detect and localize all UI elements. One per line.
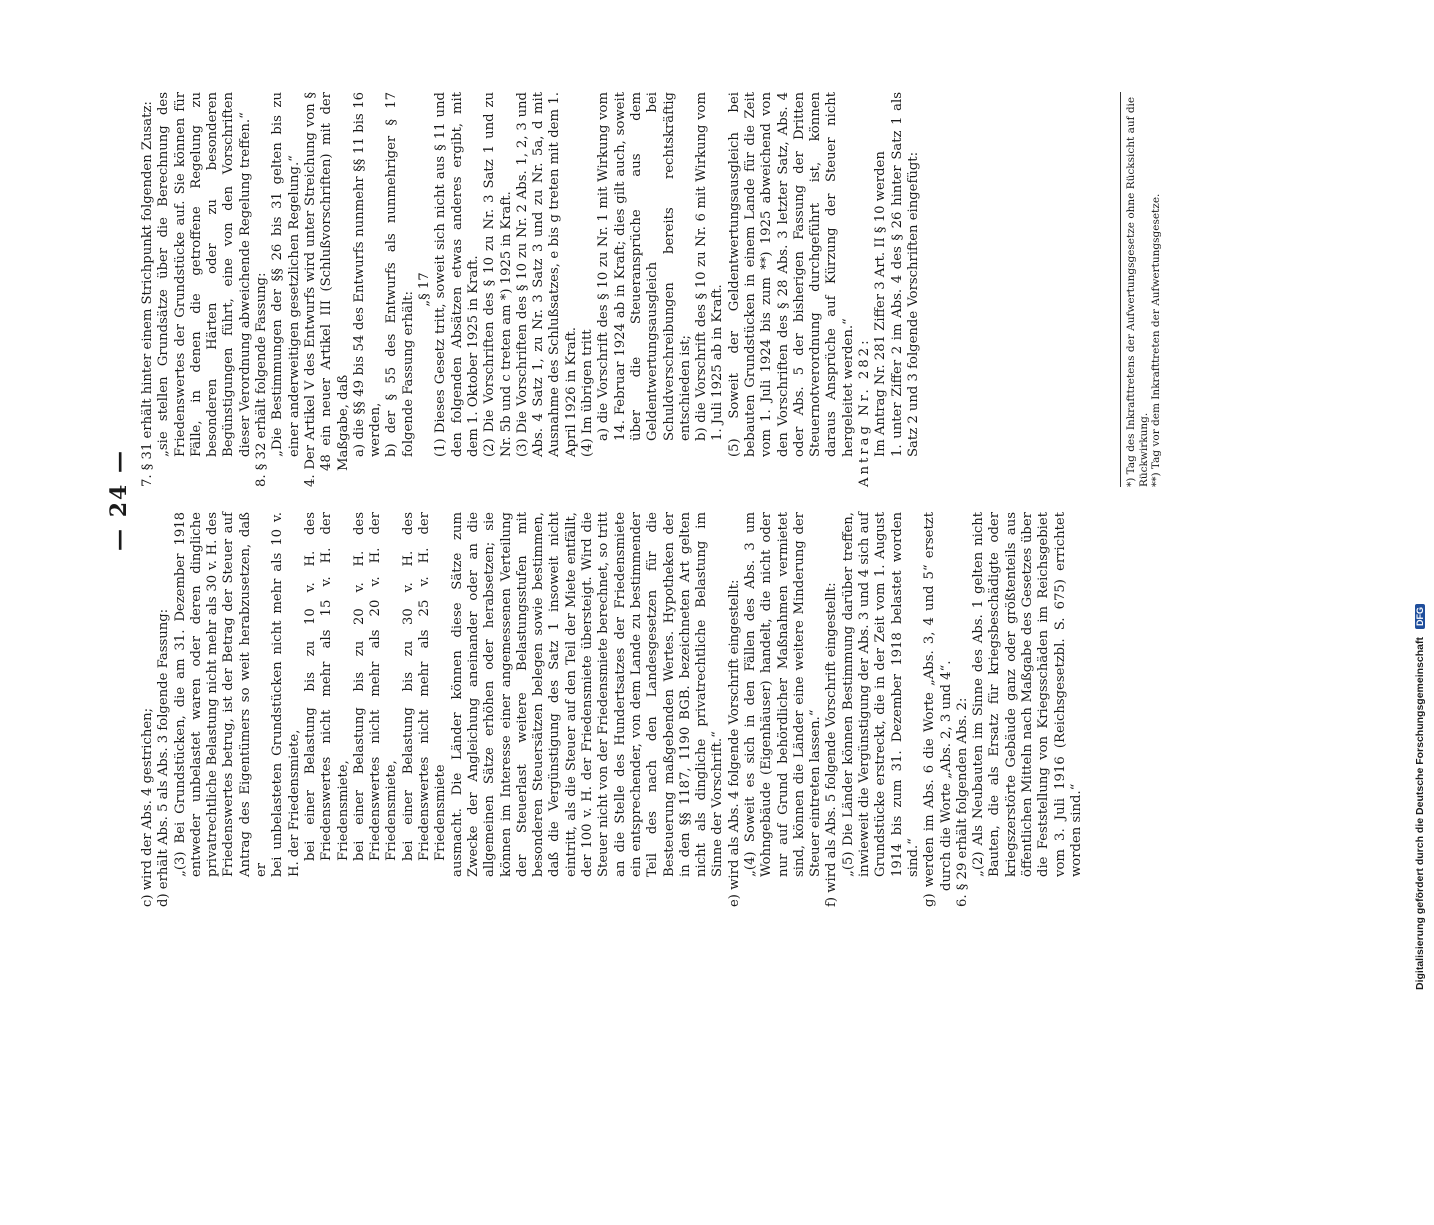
document-page bbox=[100, 85, 1162, 1225]
paragraph: f) wird als Abs. 5 folgende Vorschrift eingestellt: bbox=[824, 582, 840, 907]
paragraph: a) die Vorschrift des § 10 zu Nr. 1 mit Wirkung vom 14. Februar 1924 ab in Kraft; dies gilt auch, soweit über die Steueransprüche aus dem Geldentwertungsausgleich bei Schuldverschreibungen bereits rechtskräftig entschieden ist; bbox=[596, 92, 693, 441]
paragraph: 8. § 32 erhält folgende Fassung: bbox=[254, 272, 270, 487]
paragraph: „(3) Bei Grundstücken, die am 31. Dezember 1918 entweder unbelastet waren oder deren dingliche privatrechtliche Belastung nicht mehr als 30 v. H. des Friedenswertes betrug, ist der Betrag der Steuer auf Antrag des Eigentümers so weit herabzusetzen, daß er bbox=[172, 512, 270, 877]
paragraph: (5) Soweit der Geldentwertungsausgleich bei bebauten Grundstücken in einem Lande für die Zeit vom 1. Juli 1924 bis zum **) 1925 abweichend von den Vorschriften des § 28 Abs. 3 letzter Satz, Abs. 4 oder Abs. 5 der bisherigen Fassung der Dritten Steuernotverordnung durchgeführt ist, können daraus Ansprüche auf Kürzung der Steuer nicht hergeleitet werden.“ bbox=[726, 92, 856, 457]
digitization-credit-sidebar bbox=[1412, 10, 1428, 990]
paragraph: Im Antrag Nr. 281 Ziffer 3 Art. II § 10 werden bbox=[873, 151, 889, 457]
page-canvas bbox=[100, 85, 1230, 915]
page-number: — 24 — bbox=[106, 449, 132, 551]
paragraph: 6. § 29 erhält folgenden Abs. 2: bbox=[954, 697, 970, 907]
paragraph: (4) Im übrigen tritt bbox=[580, 329, 596, 457]
paragraph: „sie stellen Grundsätze über die Berechnung des Friedenswertes der Grundstücke auf. Sie können für Fälle, in denen die getroffene Regelung zu besonderen Härten oder zu besonderen Begünstigungen führt, eine von den Vorschriften dieser Verordnung abweichende Regelung treffen.“ bbox=[156, 92, 253, 457]
motion-heading: Antrag Nr. 282: bbox=[857, 337, 873, 487]
paragraph: „(5) Die Länder können Bestimmung darüber treffen, inwieweit die Vergünstigung der Abs. 3 und 4 sich auf Grundstücke erstreckt, die in der Zeit vom 1. August 1914 bis zum 31. Dezember 1918 belastet worden sind.“ bbox=[840, 512, 921, 877]
paragraph: (1) Dieses Gesetz tritt, soweit sich nicht aus § 11 und den folgenden Absätzen etwas anderes ergibt, mit dem 1. Oktober 1925 in Kraft. bbox=[433, 92, 481, 457]
paragraph: (2) Die Vorschriften des § 10 zu Nr. 3 Satz 1 und zu Nr. 5b und c treten am *) 1925 in Kraft. bbox=[482, 92, 514, 457]
right-column bbox=[140, 92, 922, 487]
paragraph: „(4) Soweit es sich in den Fällen des Abs. 3 um Wohngebäude (Eigenhäuser) handelt, die nicht oder nur auf Grund behördlicher Maßnahmen vermietet sind, können die Länder eine weitere Minderung der Steuer eintreten lassen.“ bbox=[742, 512, 824, 877]
paragraph: a) die §§ 49 bis 54 des Entwurfs nunmehr §§ 11 bis 16 werden, bbox=[351, 92, 384, 457]
section-heading: „§ 17 bbox=[417, 272, 433, 307]
footnotes bbox=[1120, 92, 1163, 487]
paragraph: 1. unter Ziffer 2 im Abs. 4 des § 26 hinter Satz 1 als Satz 2 und 3 folgende Vorschriften eingefügt: bbox=[889, 92, 921, 457]
dfg-logo: DFG bbox=[1415, 604, 1425, 629]
footnote: **) Tag vor dem Inkrafttreten der Aufwertungsgesetze. bbox=[1150, 193, 1162, 487]
paragraph: bei einer Belastung bis zu 30 v. H. des Friedenswertes nicht mehr als 25 v. H. der Friedensmiete bbox=[400, 512, 449, 861]
paragraph: bei unbelasteten Grundstücken nicht mehr als 10 v. H. der Friedensmiete, bbox=[270, 512, 302, 877]
paragraph: „(2) Als Neubauten im Sinne des Abs. 1 gelten nicht Bauten, die als Ersatz für kriegsbeschädigte oder kriegszerstörte Gebäude ganz oder größtenteils aus öffentlichen Mitteln nach Maßgabe des Gesetzes über die Feststellung von Kriegsschäden im Reichsgebiet vom 3. Juli 1916 (Reichsgesetzbl. S. 675) errichtet worden sind.“ bbox=[971, 512, 1084, 877]
paragraph: 7. § 31 erhält hinter einem Strichpunkt folgenden Zusatz: bbox=[140, 101, 155, 487]
paragraph: „Die Bestimmungen der §§ 26 bis 31 gelten bis zu einer anderweitigen gesetzlichen Regelung.“ bbox=[270, 92, 302, 457]
paragraph: bei einer Belastung bis zu 20 v. H. des Friedenswertes nicht mehr als 20 v. H. der Friedensmiete, bbox=[351, 512, 400, 861]
paragraph: 4. Der Artikel V des Entwurfs wird unter Streichung von § 48 ein neuer Artikel III (Schlußvorschriften) mit der Maßgabe, daß bbox=[302, 92, 351, 487]
paragraph: b) die Vorschrift des § 10 zu Nr. 6 mit Wirkung vom 1. Juli 1925 ab in Kraft. bbox=[694, 92, 726, 441]
left-column bbox=[140, 512, 1085, 907]
rotated-page-content bbox=[100, 92, 1240, 915]
credit-text: Digitalisierung gefördert durch die Deutsche Forschungsgemeinschaft bbox=[1414, 637, 1426, 990]
paragraph: (3) Die Vorschriften des § 10 zu Nr. 2 Abs. 1, 2, 3 und Abs. 4 Satz 1, zu Nr. 3 Satz 3 und zu Nr. 5a, d mit Ausnahme des Schlußsatzes, e bis g treten mit dem 1. April 1926 in Kraft. bbox=[514, 92, 579, 457]
paragraph: bei einer Belastung bis zu 10 v. H. des Friedenswertes nicht mehr als 15 v. H. der Friedensmiete, bbox=[302, 512, 351, 861]
paragraph: b) der § 55 des Entwurfs als nunmehriger § 17 folgende Fassung erhält: bbox=[384, 92, 416, 457]
paragraph: g) werden im Abs. 6 die Worte „Abs. 3, 4 und 5“ ersetzt durch die Worte „Abs. 2, 3 und 4“. bbox=[922, 512, 954, 907]
footnote: *) Tag des Inkrafttretens der Aufwertungsgesetze ohne Rücksicht auf die Rückwirkung. bbox=[1125, 96, 1150, 487]
paragraph: e) wird als Abs. 4 folgende Vorschrift eingestellt: bbox=[726, 579, 742, 907]
digitization-credit bbox=[1412, 10, 1428, 990]
paragraph: d) erhält Abs. 5 als Abs. 3 folgende Fassung: bbox=[156, 608, 172, 907]
paragraph: ausmacht. Die Länder können diese Sätze zum Zwecke der Angleichung aneinander oder an die allgemeinen Sätze erhöhen oder herabsetzen; sie können im Interesse einer angemessenen Verteilung der Steuerlast weitere Belastungsstufen mit besonderen Steuersätzen belegen sowie bestimmen, daß die Vergünstigung des Satz 1 insoweit nicht eintritt, als die Steuer auf den Teil der Miete entfällt, der 100 v. H. der Friedensmiete übersteigt. Wird die Steuer nicht von der Friedensmiete berechnet, so tritt an die Stelle des Hundertsatzes der Friedensmiete ein entsprechender, von dem Lande zu bestimmender Teil des nach den Landesgesetzen für die Besteuerung maßgebenden Wertes. Hypotheken der in den §§ 1187, 1190 BGB. bezeichneten Art gelten nicht als dingliche privatrechtliche Belastung im Sinne der Vorschrift.“ bbox=[449, 512, 726, 877]
paragraph: c) wird der Abs. 4 gestrichen; bbox=[140, 707, 155, 907]
